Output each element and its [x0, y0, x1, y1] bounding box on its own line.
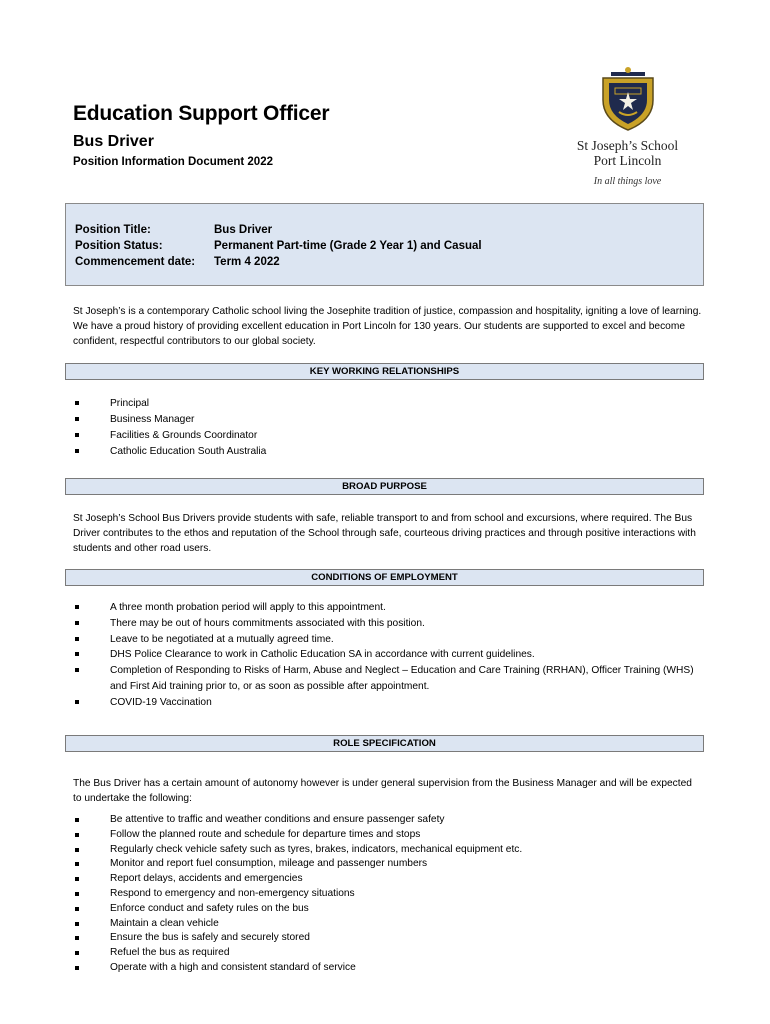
role-spec-list [73, 813, 703, 976]
info-value: Term 4 2022 [214, 256, 280, 268]
list-item: Completion of Responding to Risks of Harm, Abuse and Neglect – Education and Care Training (RRHAN), Officer Training (WHS) and First Aid training prior to, or as soon as possible after appointment. [73, 663, 703, 695]
info-label: Commencement date: [75, 256, 196, 268]
conditions-list [73, 600, 703, 711]
school-name-line1: St Joseph’s School [576, 138, 679, 153]
role-spec-header: ROLE SPECIFICATION [65, 735, 704, 752]
school-logo [560, 66, 695, 191]
list-item: Monitor and report fuel consumption, mileage and passenger numbers [73, 857, 703, 872]
list-item: Catholic Education South Australia [73, 444, 703, 460]
info-value: Bus Driver [214, 224, 273, 236]
list-item: Ensure the bus is safely and securely stored [73, 931, 703, 946]
document-subtitle: Bus Driver [73, 133, 154, 150]
conditions-header: CONDITIONS OF EMPLOYMENT [65, 569, 704, 586]
list-item: DHS Police Clearance to work in Catholic Education SA in accordance with current guidelines. [73, 647, 703, 663]
info-value: Permanent Part-time (Grade 2 Year 1) and Casual [214, 240, 482, 252]
key-relationships-header: KEY WORKING RELATIONSHIPS [65, 363, 704, 380]
list-item: Leave to be negotiated at a mutually agreed time. [73, 632, 703, 648]
list-item: Principal [73, 396, 703, 412]
list-item: There may be out of hours commitments associated with this position. [73, 616, 703, 632]
list-item: Enforce conduct and safety rules on the bus [73, 902, 703, 917]
position-info-box [65, 203, 704, 286]
position-status-row [75, 240, 482, 252]
info-label: Position Status: [75, 240, 163, 252]
list-item: Maintain a clean vehicle [73, 917, 703, 932]
list-item: Regularly check vehicle safety such as tyres, brakes, indicators, mechanical equipment etc. [73, 843, 703, 858]
commencement-date-row [75, 256, 280, 268]
position-title-row [75, 224, 272, 236]
document-title: Education Support Officer [73, 102, 330, 125]
list-item: Operate with a high and consistent standard of service [73, 961, 703, 976]
list-item: Report delays, accidents and emergencies [73, 872, 703, 887]
list-item: Follow the planned route and schedule for departure times and stops [73, 828, 703, 843]
broad-purpose-header: BROAD PURPOSE [65, 478, 704, 495]
list-item: Facilities & Grounds Coordinator [73, 428, 703, 444]
school-name [560, 138, 695, 168]
school-name-line2: Port Lincoln [593, 153, 662, 168]
role-spec-intro: The Bus Driver has a certain amount of autonomy however is under general supervision from the Business Manager and will be expected to undertake the following: [73, 778, 692, 804]
list-item: Refuel the bus as required [73, 946, 703, 961]
list-item: Respond to emergency and non-emergency situations [73, 887, 703, 902]
list-item: Business Manager [73, 412, 703, 428]
list-item: Be attentive to traffic and weather conditions and ensure passenger safety [73, 813, 703, 828]
school-motto: In all things love [593, 176, 662, 187]
list-item: COVID-19 Vaccination [73, 695, 703, 711]
list-item: A three month probation period will apply to this appointment. [73, 600, 703, 616]
info-label: Position Title: [75, 224, 151, 236]
school-crest-icon [597, 66, 659, 132]
document-name: Position Information Document 2022 [73, 156, 273, 168]
intro-paragraph: St Joseph’s is a contemporary Catholic school living the Josephite tradition of justice, compassion and hospitality, igniting a love of learning. We have a proud history of providing excellent education in Port Lincoln for 130 years. Our students are supported to excel and become confident, respectful contributors to our global society. [73, 306, 702, 347]
key-relationships-list [73, 396, 703, 460]
broad-purpose-paragraph: St Joseph’s School Bus Drivers provide students with safe, reliable transport to and from school and excursions, where required. The Bus Driver contributes to the ethos and reputation of the School through safe, courteous driving practices and through positive interactions with students and other road users. [73, 513, 696, 554]
